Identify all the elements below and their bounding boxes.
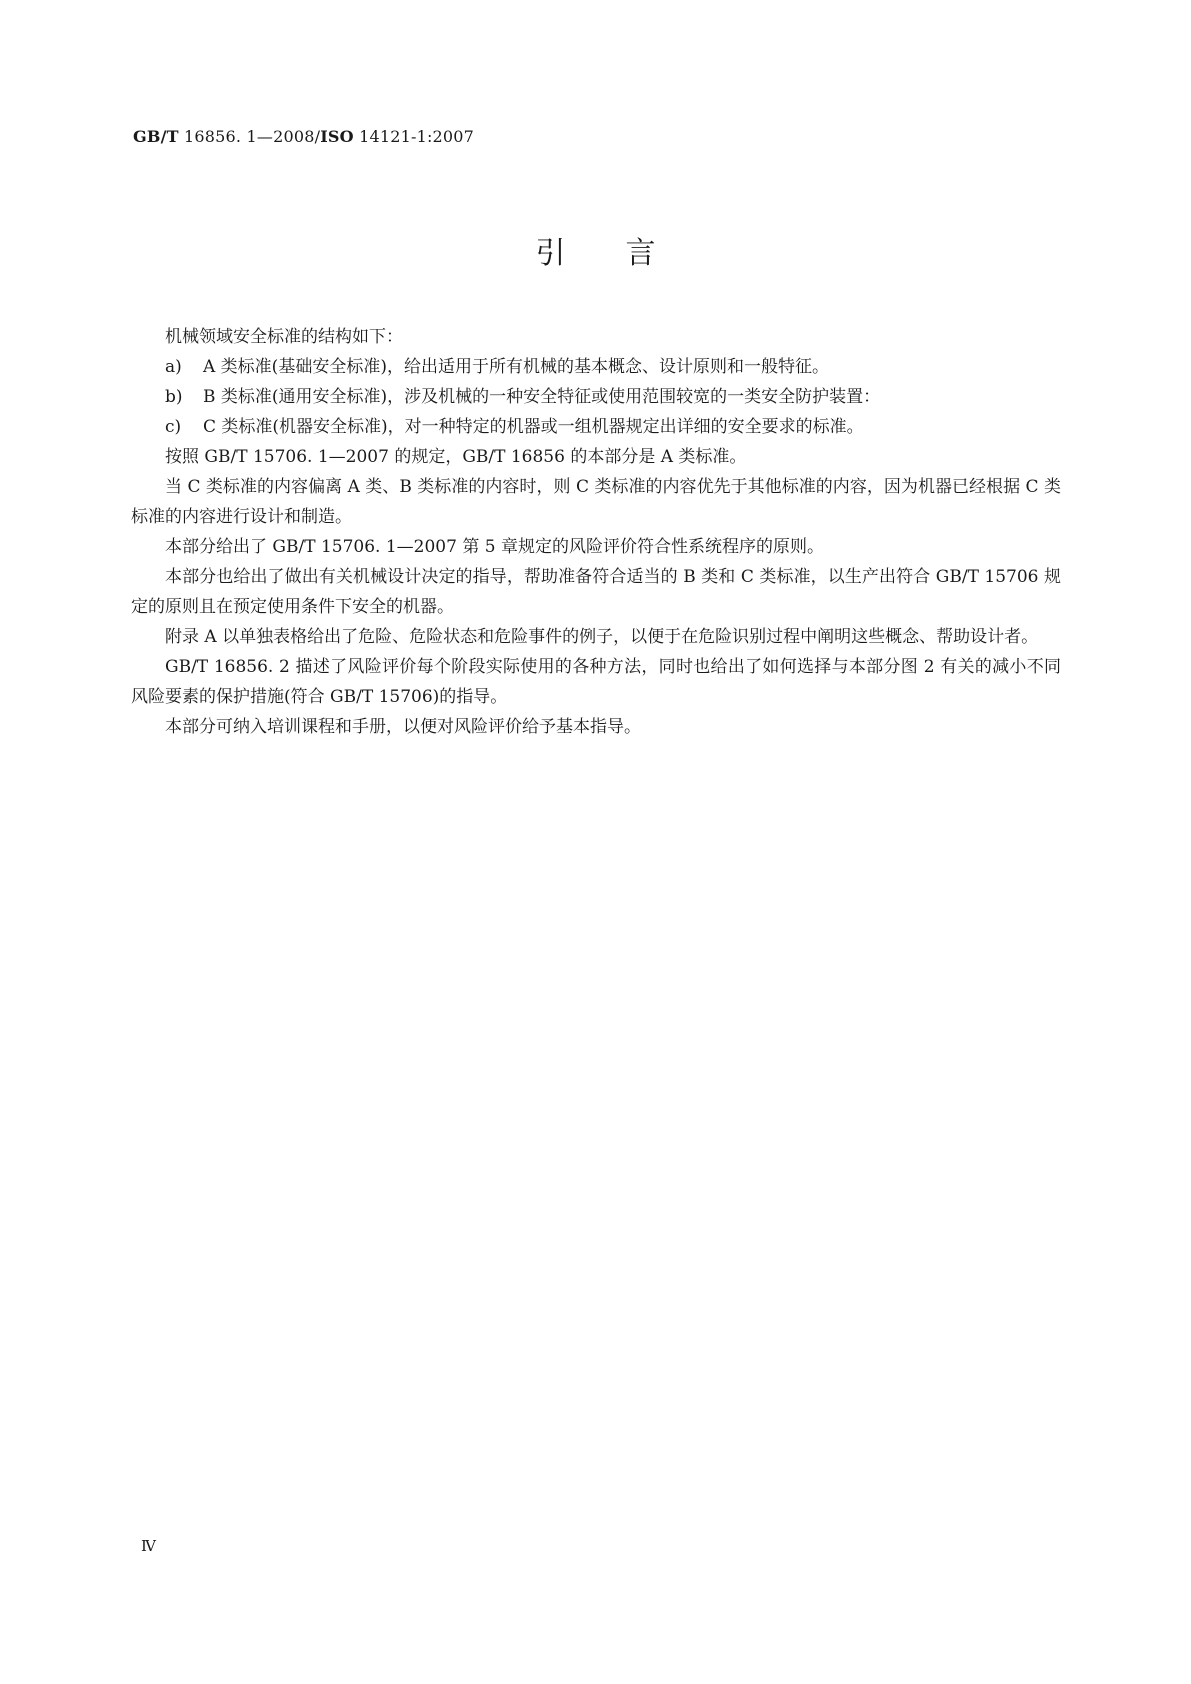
- intro-line: 机械领域安全标准的结构如下：: [165, 327, 403, 347]
- header-iso-prefix: ISO: [320, 127, 354, 146]
- paragraph: 本部分可纳入培训课程和手册，以便对风险评价给予基本指导。: [165, 717, 641, 737]
- header-iso-number: 14121-1:2007: [353, 127, 475, 146]
- paragraph: 本部分给出了 GB/T 15706. 1—2007 第 5 章规定的风险评价符合性系统程序的原则。: [165, 537, 824, 557]
- list-text: C 类标准(机器安全标准)，对一种特定的机器或一组机器规定出详细的安全要求的标准。: [203, 417, 864, 437]
- list-text: A 类标准(基础安全标准)，给出适用于所有机械的基本概念、设计原则和一般特征。: [203, 357, 829, 377]
- list-item: [131, 412, 1061, 442]
- paragraph: 按照 GB/T 15706. 1—2007 的规定，GB/T 16856 的本部分是 A 类标准。: [165, 447, 747, 467]
- document-header: [133, 127, 474, 146]
- list-item: [131, 352, 1061, 382]
- document-body: [131, 322, 1061, 742]
- paragraph: 当 C 类标准的内容偏离 A 类、B 类标准的内容时，则 C 类标准的内容优先于其他标准的内容，因为机器已经根据 C 类标准的内容进行设计和制造。: [131, 477, 1061, 527]
- page-title: 引言: [535, 236, 716, 271]
- list-marker: a): [165, 357, 182, 377]
- page-number: Ⅳ: [141, 1537, 156, 1555]
- header-standard-prefix: GB/T: [133, 127, 179, 146]
- header-standard-number: 16856. 1—2008/: [178, 127, 321, 146]
- list-item: [131, 382, 1061, 412]
- paragraph: GB/T 16856. 2 描述了风险评价每个阶段实际使用的各种方法，同时也给出了如何选择与本部分图 2 有关的减小不同风险要素的保护措施(符合 GB/T 15706)的指导。: [131, 657, 1061, 707]
- paragraph: 本部分也给出了做出有关机械设计决定的指导，帮助准备符合适当的 B 类和 C 类标准，以生产出符合 GB/T 15706 规定的原则且在预定使用条件下安全的机器。: [131, 567, 1061, 617]
- list-text: B 类标准(通用安全标准)，涉及机械的一种安全特征或使用范围较宽的一类安全防护装置：: [203, 387, 881, 407]
- paragraph: 附录 A 以单独表格给出了危险、危险状态和危险事件的例子，以便于在危险识别过程中阐明这些概念、帮助设计者。: [165, 627, 1039, 647]
- list-marker: b): [165, 387, 183, 407]
- list-marker: c): [165, 417, 182, 437]
